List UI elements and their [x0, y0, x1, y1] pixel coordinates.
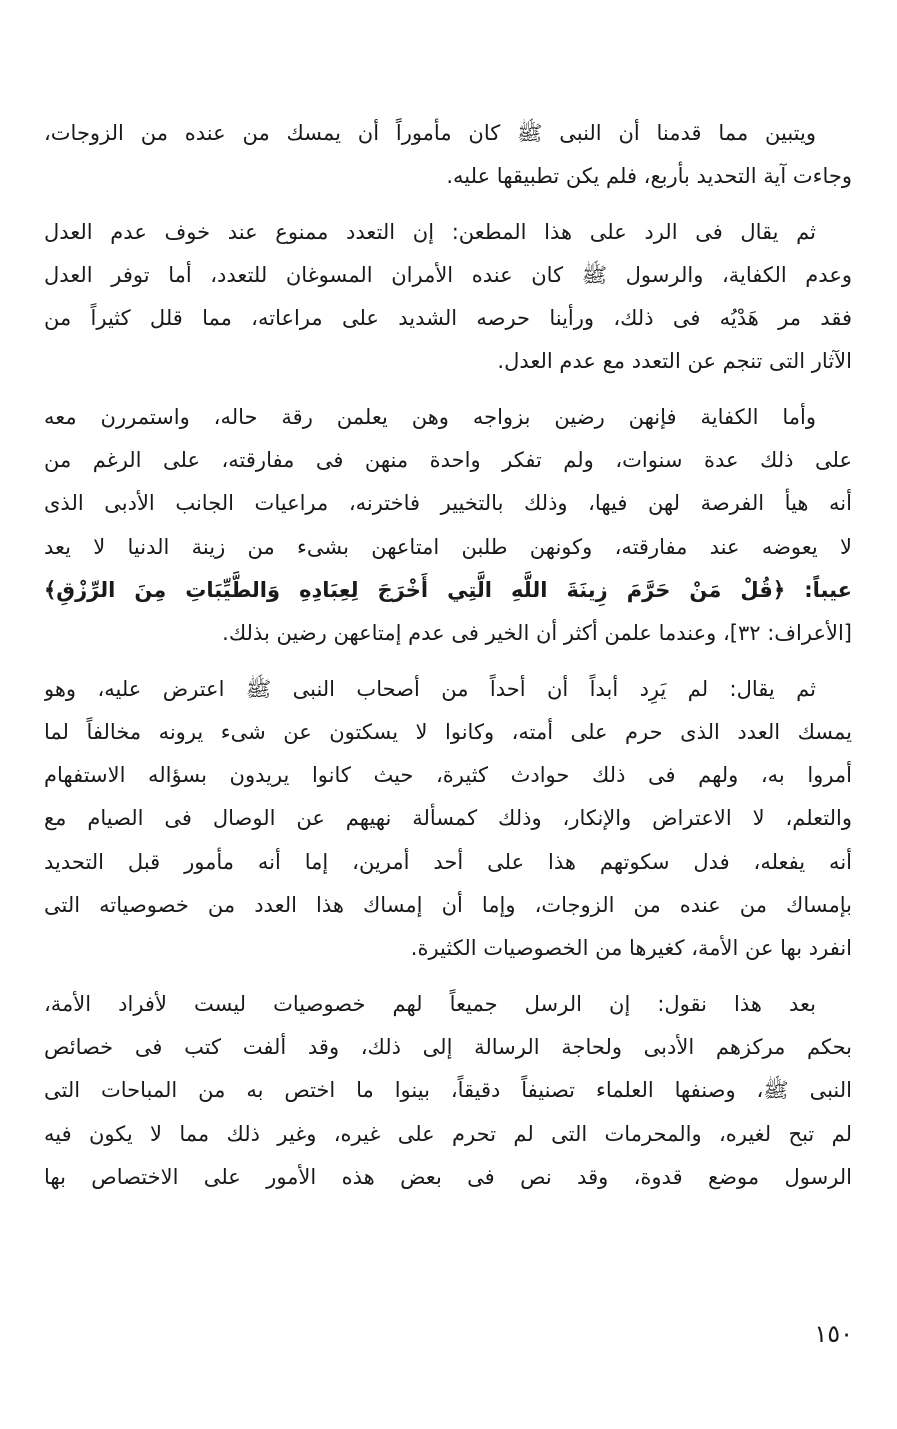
text-line: لا يعوضه عند مفارقته، وكونهن طلبن امتاعهن بشىء من زينة الدنيا لا يعد: [44, 534, 852, 559]
paragraph-4: [44, 668, 852, 971]
text-line: النبى ﷺ، وصنفها العلماء تصنيفاً دقيقاً، بينوا ما اختص به من المباحات التى: [44, 1078, 852, 1103]
text-line: ويتبين مما قدمنا أن النبى ﷺ كان مأموراً أن يمسك من عنده من الزوجات،: [44, 121, 816, 145]
page-body: [44, 112, 852, 1211]
text-line: على ذلك عدة سنوات، ولم تفكر واحدة منهن فى مفارقته، على الرغم من: [44, 448, 852, 473]
text-line: [الأعراف: ٣٢]، وعندما علمن أكثر أن الخير فى عدم إمتاعهن رضين بذلك.: [222, 621, 852, 646]
text-line: الآثار التى تنجم عن التعدد مع عدم العدل.: [497, 349, 852, 374]
quran-verse-line: عيباً: ﴿قُلْ مَنْ حَرَّمَ زِينَةَ اللَّهِ الَّتِي أَخْرَجَ لِعِبَادِهِ وَالطَّيِّبَاتِ مِنَ الرِّزْقِ﴾: [44, 577, 852, 602]
text-line: يمسك العدد الذى حرم على أمته، وكانوا لا يسكتون عن شىء يرونه مخالفاً لما: [44, 719, 852, 744]
paragraph-1: [44, 112, 852, 199]
text-line: وأما الكفاية فإنهن رضين بزواجه وهن يعلمن رقة حاله، واستمررن معه: [44, 404, 816, 429]
text-line: بحكم مركزهم الأدبى ولحاجة الرسالة إلى ذلك، وقد ألفت كتب فى خصائص: [44, 1034, 852, 1059]
paragraph-5: [44, 983, 852, 1199]
page-number: ١٥٠: [814, 1320, 853, 1348]
paragraph-2: [44, 211, 852, 384]
text-line: وعدم الكفاية، والرسول ﷺ كان عنده الأمران المسوغان للتعدد، أما توفر العدل: [44, 262, 852, 287]
text-line: لم تبح لغيره، والمحرمات التى لم تحرم على غيره، وغير ذلك مما لا يكون فيه: [44, 1121, 852, 1146]
text-line: ثم يقال فى الرد على هذا المطعن: إن التعدد ممنوع عند خوف عدم العدل: [44, 219, 816, 244]
text-line: فقد مر هَدْيُه فى ذلك، ورأينا حرصه الشديد على مراعاته، مما قلل كثيراً من: [44, 306, 852, 331]
text-line: أنه هيأ الفرصة لهن فيها، وذلك بالتخيير فاخترنه، مراعيات الجانب الأدبى الذى: [44, 491, 852, 516]
text-line: أنه يفعله، فدل سكوتهم هذا على أحد أمرين، إما أنه مأمور قبل التحديد: [44, 849, 852, 874]
text-line: الرسول موضع قدوة، وقد نص فى بعض هذه الأمور على الاختصاص بها: [44, 1164, 852, 1189]
paragraph-3: [44, 396, 852, 656]
text-line: بعد هذا نقول: إن الرسل جميعاً لهم خصوصيات ليست لأفراد الأمة،: [44, 991, 816, 1016]
text-line: وجاءت آية التحديد بأربع، فلم يكن تطبيقها عليه.: [446, 164, 852, 189]
text-line: بإمساك من عنده من الزوجات، وإما أن إمساك هذا العدد من خصوصياته التى: [44, 893, 852, 918]
text-line: والتعلم، لا الاعتراض والإنكار، وذلك كمسألة نهيهم عن الوصال فى الصيام مع: [44, 806, 852, 831]
text-line: أمروا به، ولهم فى ذلك حوادث كثيرة، حيث كانوا يريدون بسؤاله الاستفهام: [44, 763, 852, 788]
text-line: انفرد بها عن الأمة، كغيرها من الخصوصيات الكثيرة.: [410, 936, 852, 961]
text-line: ثم يقال: لم يَرِد أبداً أن أحداً من أصحاب النبى ﷺ اعترض عليه، وهو: [44, 676, 816, 701]
